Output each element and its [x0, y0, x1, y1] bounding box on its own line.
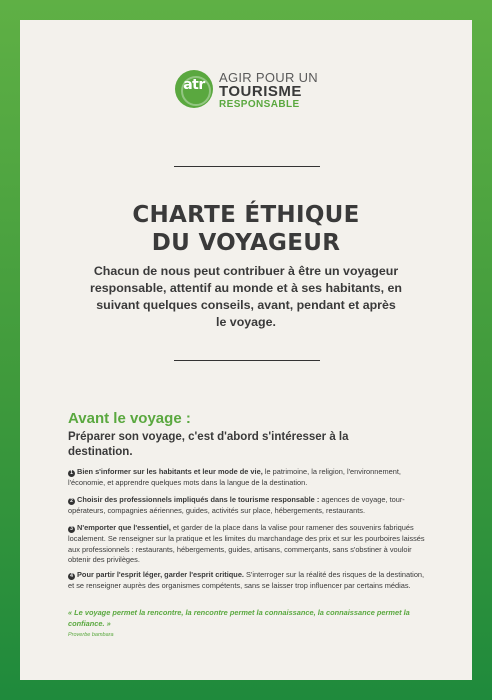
- advice-item: [68, 467, 430, 489]
- advice-text: le patrimoine, la religion, l'environnement, l'économie, et apprendre quelques mots dans la langue de la destination.: [68, 467, 401, 487]
- logo-line-2: TOURISME: [219, 83, 302, 100]
- logo-mark-text: atr: [183, 77, 205, 93]
- atr-logo: [175, 68, 325, 112]
- section-subtitle: Préparer son voyage, c'est d'abord s'intéresser à la destination.: [68, 431, 349, 458]
- divider-bottom: [174, 360, 320, 361]
- proverb-quote: « Le voyage permet la rencontre, la rencontre permet la connaissance, la connaissance permet la confiance. »: [68, 608, 410, 628]
- quote-source: Proverbe bambara: [68, 632, 114, 638]
- number-badge: 1: [68, 470, 75, 477]
- section-title: Avant le voyage :: [68, 410, 191, 427]
- page-title-line-2: DU VOYAGEUR: [151, 230, 341, 256]
- logo-line-3: RESPONSABLE: [219, 99, 300, 110]
- advice-text: agences de voyage, tour-opérateurs, compagnies aériennes, guides, activités sur place, hébergements, restaurants.: [68, 495, 405, 515]
- advice-item: [68, 570, 430, 592]
- number-badge: 2: [68, 498, 75, 505]
- number-badge: 4: [68, 573, 75, 580]
- advice-heading: Choisir des professionnels impliqués dans le tourisme responsable :: [77, 495, 320, 504]
- logo-line-1: AGIR POUR UN: [219, 70, 318, 85]
- advice-text: S'interroger sur la réalité des risques de la destination, et se renseigner auprès des organismes compétents, sans se laisser trop influencer par certains médias.: [68, 570, 425, 590]
- intro-text: Chacun de nous peut contribuer à être un voyageur responsable, attentif au monde et à ses habitants, en suivant quelques conseils, avant, pendant et après le voyage.: [90, 264, 402, 329]
- divider-top: [174, 166, 320, 167]
- advice-heading: Pour partir l'esprit léger, garder l'esprit critique.: [77, 570, 244, 579]
- page-title-line-1: CHARTE ÉTHIQUE: [132, 202, 360, 228]
- advice-item: [68, 495, 430, 517]
- advice-heading: N'emporter que l'essentiel,: [77, 523, 171, 532]
- number-badge: 3: [68, 526, 75, 533]
- charter-page: [20, 20, 472, 680]
- advice-item: [68, 523, 430, 566]
- advice-text: et garder de la place dans la valise pour ramener des souvenirs fabriqués localement. Se renseigner sur la pratique et les limites du marchandage des prix et sur les pourboires laissés aux professionnels : restaurants, hébergements, guides, artisans, commerçants, sans s'obstiner à vouloir obtenir des privilèges.: [68, 523, 425, 565]
- advice-heading: Bien s'informer sur les habitants et leur mode de vie,: [77, 467, 263, 476]
